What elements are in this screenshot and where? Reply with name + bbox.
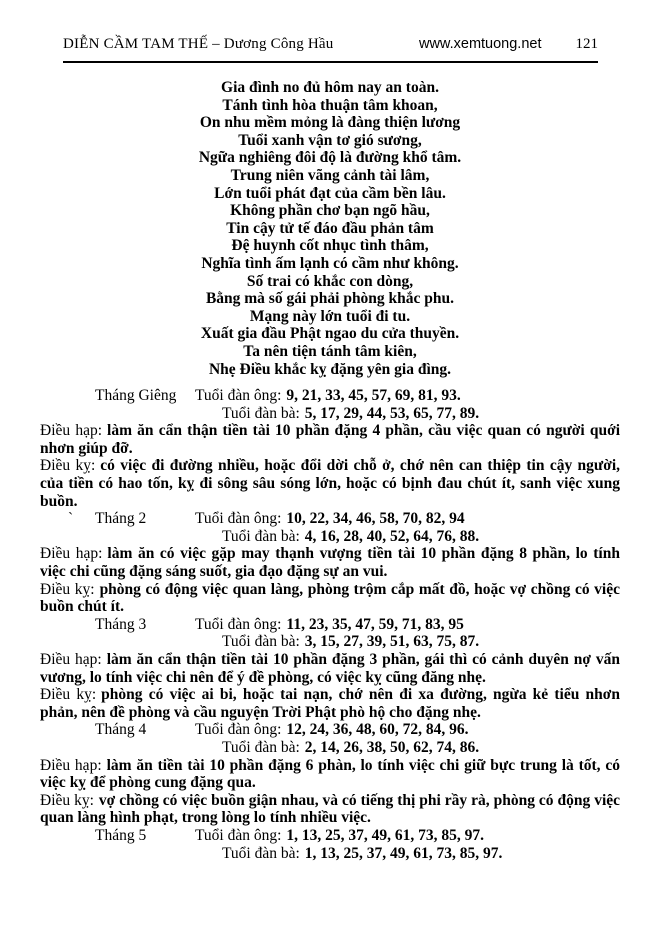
women-ages-label: Tuổi đàn bà: <box>222 738 300 756</box>
women-ages-line <box>222 845 620 863</box>
hap-text: làm ăn tiền tài 10 phần đặng 6 phàn, lo tính việc chi giữ bực trung là tốt, có việc kỵ để phòng cung đặng qua. <box>40 756 620 792</box>
ky-text: phòng có động việc quan làng, phòng trộm cắp mất đồ, hoặc vợ chồng có việc buồn chút ít. <box>40 580 621 616</box>
women-ages-line <box>222 528 620 546</box>
month-section-3 <box>40 616 620 722</box>
men-ages-line <box>68 616 620 634</box>
men-ages-line <box>68 721 620 739</box>
women-ages: 4, 16, 28, 40, 52, 64, 76, 88. <box>304 527 480 545</box>
website-url: www.xemtuong.net <box>418 36 542 52</box>
women-ages-line <box>222 405 620 423</box>
men-ages-label: Tuổi đàn ông: <box>195 510 282 528</box>
month-label: Tháng 4 <box>95 721 147 739</box>
men-ages: 1, 13, 25, 37, 49, 61, 73, 85, 97. <box>286 826 485 844</box>
men-ages-label: Tuổi đàn ông: <box>195 615 282 633</box>
book-title: DIỄN CẦM TAM THẾ – Dương Công Hầu <box>63 36 334 52</box>
women-ages-line <box>222 633 620 651</box>
hap-paragraph <box>40 757 620 792</box>
women-ages: 5, 17, 29, 44, 53, 65, 77, 89. <box>304 404 480 422</box>
hap-paragraph <box>40 422 620 457</box>
men-ages-label: Tuổi đàn ông: <box>195 721 282 739</box>
women-ages-line <box>222 739 620 757</box>
poem-line: Ta nên tiện tánh tâm kiên, <box>243 342 417 360</box>
poem-line: On nhu mềm mỏng là đàng thiện lương <box>199 114 461 132</box>
men-ages-label: Tuổi đàn ông: <box>195 826 282 844</box>
month-label: Tháng 5 <box>95 826 147 844</box>
ky-label: Điều kỵ: <box>40 457 96 475</box>
women-ages-label: Tuổi đàn bà: <box>222 844 300 862</box>
poem-line: Mạng này lớn tuổi đi tu. <box>249 307 411 325</box>
ky-paragraph <box>40 457 620 510</box>
hap-paragraph <box>40 651 620 686</box>
women-ages: 3, 15, 27, 39, 51, 63, 75, 87. <box>304 633 480 651</box>
month-section-4 <box>40 721 620 827</box>
poem-line: Bằng mà số gái phải phòng khắc phu. <box>205 290 455 308</box>
men-ages: 11, 23, 35, 47, 59, 71, 83, 95 <box>286 615 464 633</box>
hap-text: làm ăn có việc gặp may thạnh vượng tiền tài 10 phần đặng 8 phần, lo tính việc chi cũng đặng sáng suốt, gia đạo đặng sự an vui. <box>40 545 620 581</box>
ky-label: Điều kỵ: <box>40 686 97 704</box>
month-section-5 <box>40 827 620 862</box>
poem-line: Tin cậy tử tế đáo đầu phản tâm <box>226 219 434 237</box>
month-label: Tháng 2 <box>95 510 147 528</box>
poem-line: Trung niên vãng cảnh tài lâm, <box>230 166 430 184</box>
men-ages: 9, 21, 33, 45, 57, 69, 81, 93. <box>286 387 461 405</box>
hap-label: Điều hạp: <box>40 756 102 774</box>
poem-line: Số trai có khắc con dòng, <box>246 272 414 290</box>
women-ages-label: Tuổi đàn bà: <box>222 404 300 422</box>
ky-text: có việc đi đường nhiều, hoặc đổi dời chỗ ở, chớ nên can thiệp tin cậy người, của tiền có hao tốn, kỵ đi sông sâu sóng lớn, hoặc có bịnh đau chút ít, sanh việc xung buồn. <box>40 457 620 510</box>
men-ages-line <box>68 827 620 845</box>
hap-paragraph <box>40 545 620 580</box>
stray-mark: ` <box>68 510 74 528</box>
poem-line: Xuất gia đầu Phật ngao du cửa thuyền. <box>200 325 460 343</box>
men-ages-line <box>68 510 620 528</box>
poem-line: Gia đình no đủ hôm nay an toàn. <box>221 79 439 96</box>
poem-line: Nhẹ Điều khắc kỵ đặng yên gia đìng. <box>208 360 452 378</box>
poem-line: Nghĩa tình ấm lạnh có cầm như không. <box>201 254 459 272</box>
ky-label: Điều kỵ: <box>40 580 95 598</box>
ky-label: Điều kỵ: <box>40 791 94 809</box>
poem-line: Tánh tình hòa thuận tâm khoan, <box>222 96 438 114</box>
poem-line: Đệ huynh cốt nhục tình thâm, <box>231 237 429 255</box>
hap-text: làm ăn cẩn thận tiền tài 10 phần đặng 3 phần, gái thì có cảnh duyên nợ vấn vương, lo tính việc chi nên để ý đề phòng, có việc kỵ cũng đăng nhẹ. <box>40 651 620 686</box>
women-ages-label: Tuổi đàn bà: <box>222 527 300 545</box>
men-ages-line <box>68 387 620 405</box>
poem-line: Lớn tuổi phát đạt của cầm bền lâu. <box>214 184 446 202</box>
poem-line: Ngữa nghiêng đôi độ là đường khổ tâm. <box>198 149 462 167</box>
ky-text: vợ chồng có việc buồn giận nhau, và có tiếng thị phi rầy rà, phòng có động việc quan làng hình phạt, trong lòng lo tính nhiều việc. <box>40 791 621 827</box>
month-section-2 <box>40 510 620 616</box>
hap-label: Điều hạp: <box>40 651 102 668</box>
ky-paragraph <box>40 581 620 616</box>
month-label: Tháng 3 <box>95 615 147 633</box>
hap-text: làm ăn cẩn thận tiền tài 10 phần đặng 4 phần, cầu việc quan có người quới nhơn giúp đỡ. <box>40 422 620 457</box>
hap-label: Điều hạp: <box>40 545 103 563</box>
header-right <box>419 36 598 53</box>
page-number: 121 <box>575 36 598 52</box>
women-ages: 2, 14, 26, 38, 50, 62, 74, 86. <box>304 738 480 756</box>
page-header <box>63 36 598 63</box>
poem <box>40 79 620 378</box>
ky-paragraph <box>40 792 620 827</box>
month-label: Tháng Giêng <box>95 387 177 405</box>
men-ages: 12, 24, 36, 48, 60, 72, 84, 96. <box>286 721 469 739</box>
hap-label: Điều hạp: <box>40 422 103 440</box>
month-section-gieng <box>40 387 620 510</box>
page-content <box>40 79 620 862</box>
ky-text: phòng có việc ai bi, hoặc tai nạn, chớ nên đi xa đường, ngừa kẻ tiểu nhơn phản, nên đề phòng và cầu nguyện Trời Phật phò hộ cho đặng nhẹ. <box>40 686 620 721</box>
men-ages: 10, 22, 34, 46, 58, 70, 82, 94 <box>286 510 465 528</box>
women-ages: 1, 13, 25, 37, 49, 61, 73, 85, 97. <box>304 844 503 862</box>
poem-line: Tuổi xanh vận tơ gió sương, <box>238 131 422 149</box>
women-ages-label: Tuổi đàn bà: <box>222 633 300 651</box>
poem-line: Không phần chơ bạn ngõ hầu, <box>230 202 430 220</box>
ky-paragraph <box>40 686 620 721</box>
men-ages-label: Tuổi đàn ông: <box>195 387 282 405</box>
